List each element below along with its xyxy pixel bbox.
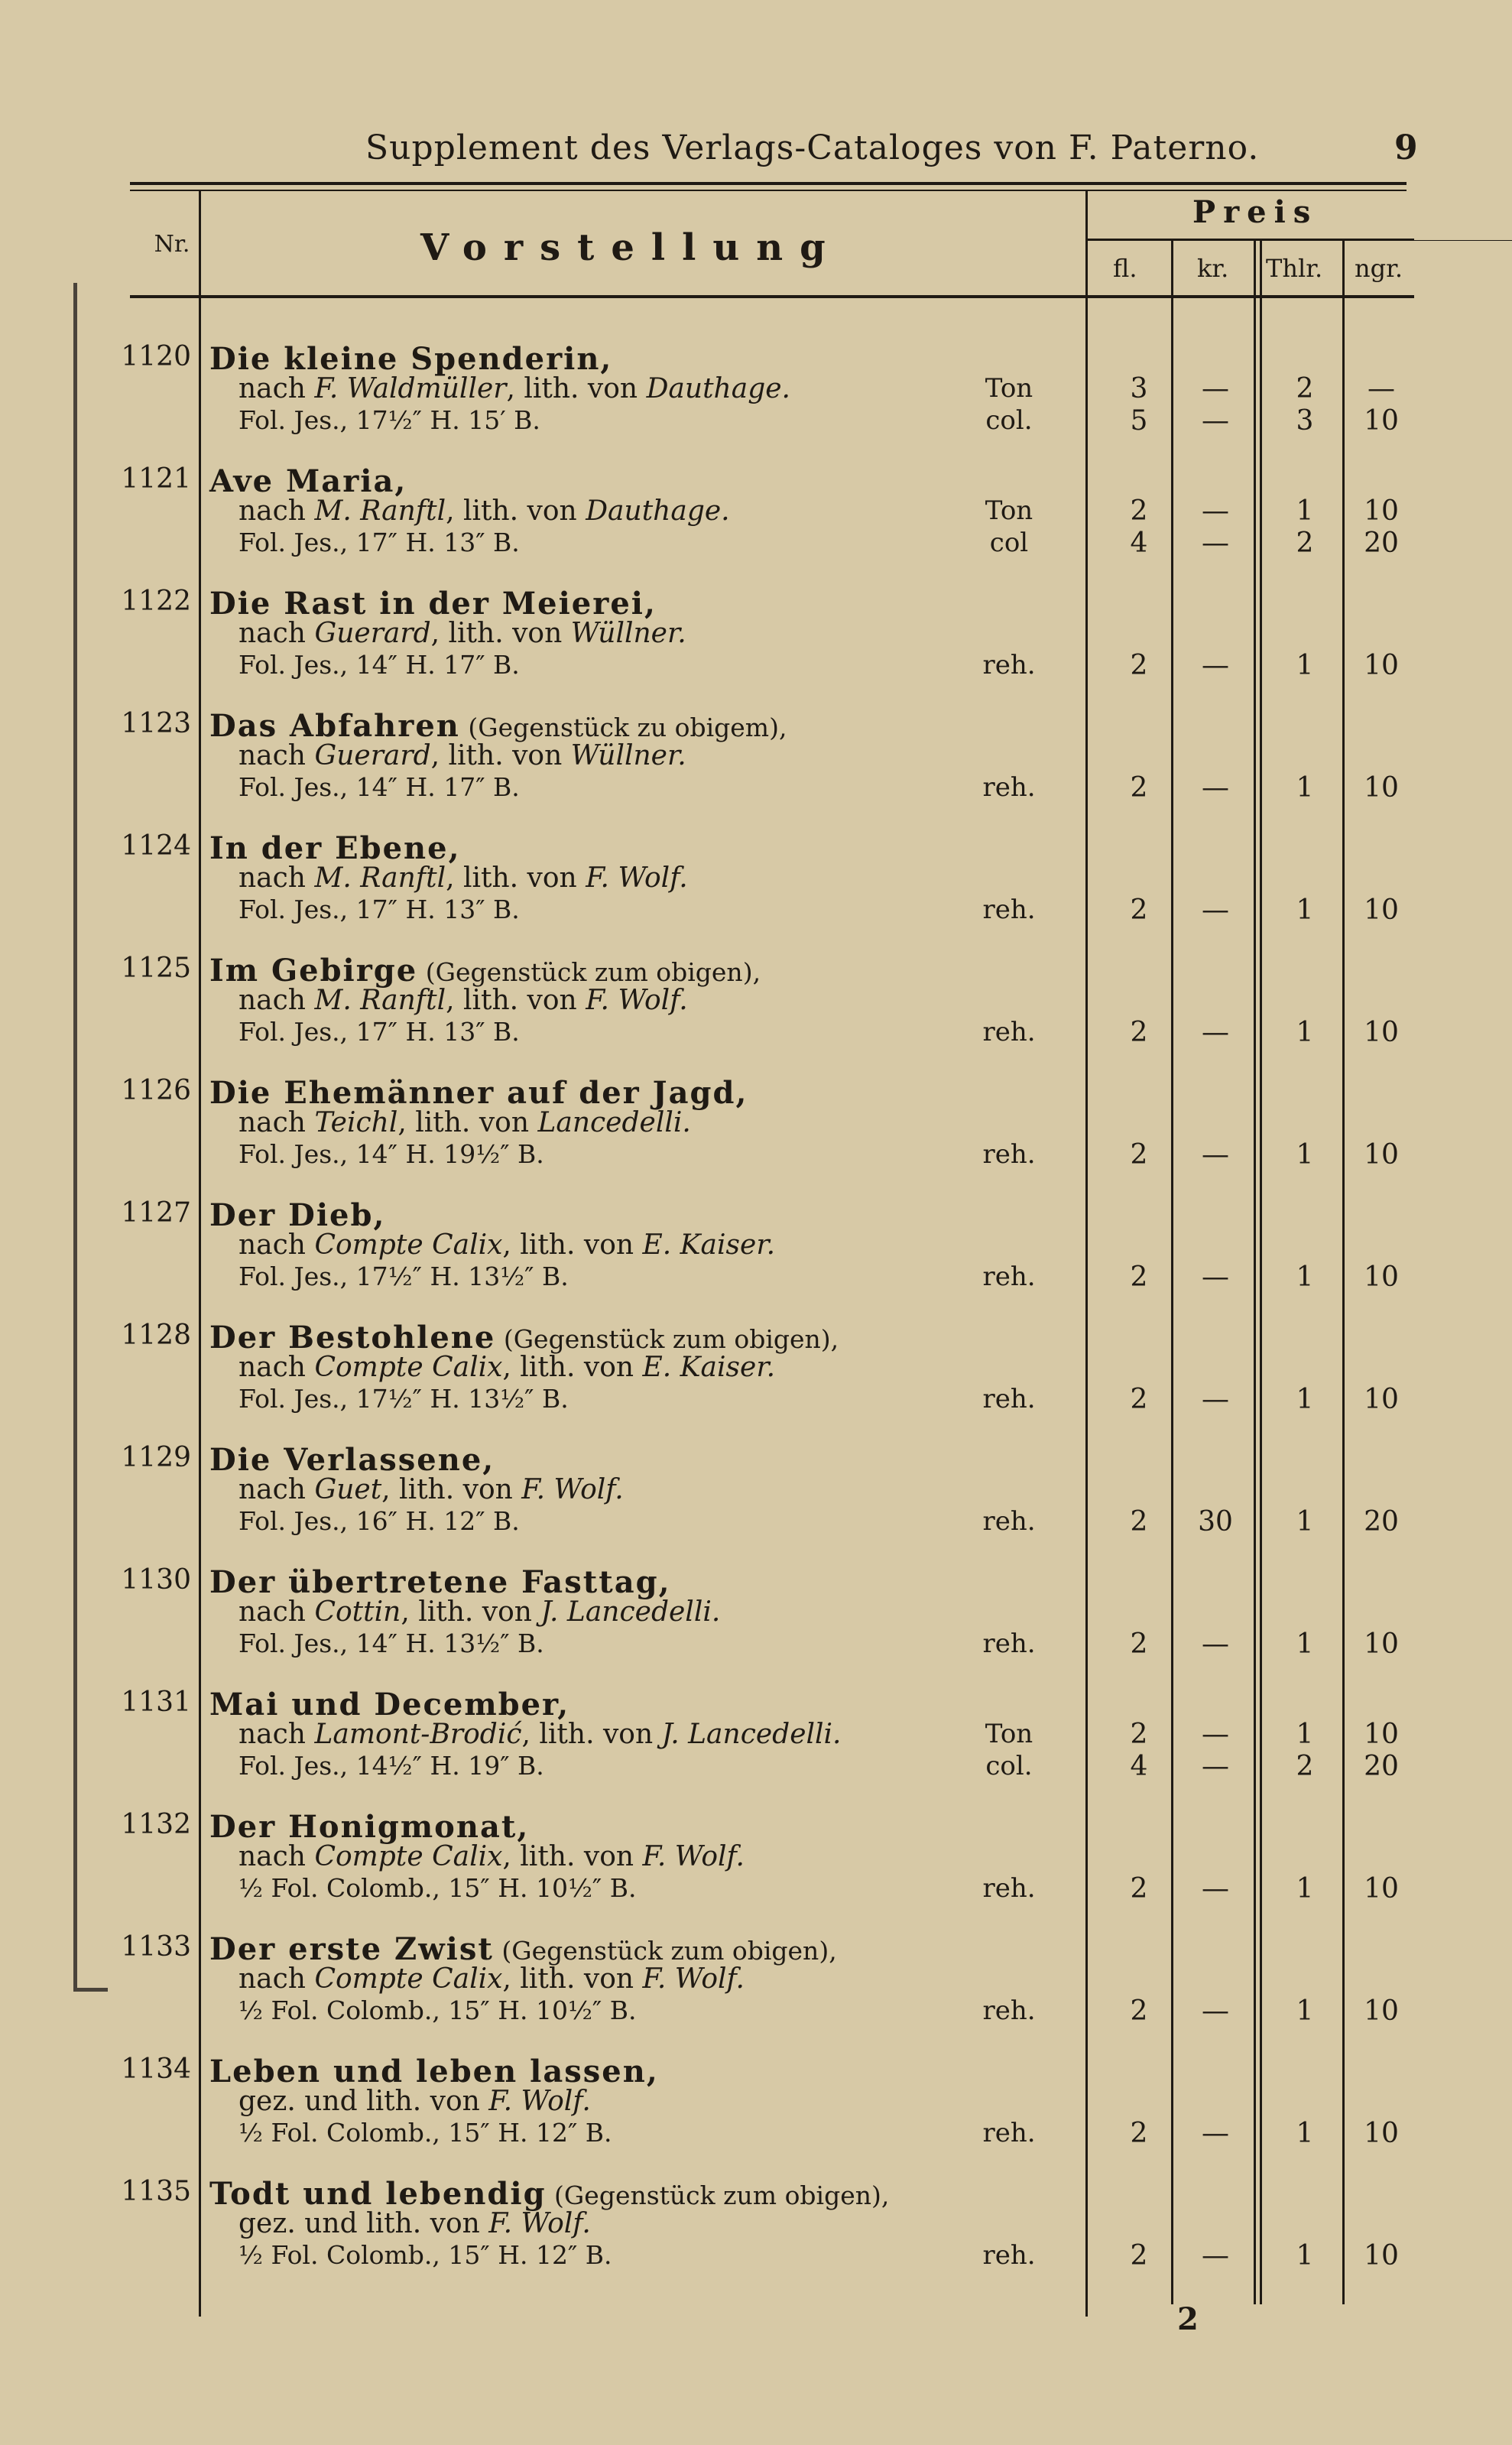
credit-prefix: nach [238,495,315,527]
entry-title-line [209,708,787,744]
credit-prefix: nach [238,740,315,771]
column-header-kr: kr. [1197,254,1229,283]
catalogue-entry [0,586,1512,708]
entry-credit [238,1229,775,1261]
credit-prefix: nach [238,1841,315,1872]
price-ngr: 10 [1364,1139,1399,1171]
price-kr: — [1202,1139,1229,1171]
price-ngr: 10 [1364,1995,1399,2027]
entry-note: (Gegenstück zum obigen), [417,957,761,987]
entry-format: Fol. Jes., 17½″ H. 13½″ B. [238,1384,569,1414]
artist-name: Guerard [314,618,431,649]
entry-format: Fol. Jes., 16″ H. 12″ B. [238,1506,520,1536]
column-header-nr: Nr. [154,231,190,258]
price-ngr: 10 [1364,1384,1399,1415]
price-fl: 2 [1130,1506,1148,1537]
price-fl: 2 [1130,1628,1148,1660]
price-fl: 2 [1130,1384,1148,1415]
price-ngr: 10 [1364,2118,1399,2149]
lithographer-name: F. Wolf. [642,1841,745,1872]
credit-mid: , lith. von [446,862,586,894]
price-ngr: 10 [1364,405,1399,437]
price-thlr: 1 [1296,1139,1314,1171]
price-ngr: 20 [1364,1506,1399,1537]
lithographer-name: F. Wolf. [488,2208,591,2239]
entry-title-line [209,1320,839,1356]
entry-technique: reh. [982,1261,1036,1292]
entry-format: ½ Fol. Colomb., 15″ H. 10½″ B. [238,1873,637,1903]
lithographer-name: E. Kaiser. [642,1229,776,1261]
lithographer-name: F. Wolf. [521,1474,624,1505]
price-ngr: 10 [1364,1719,1399,1750]
catalogue-entry [0,953,1512,1075]
price-ngr: 10 [1364,1017,1399,1048]
entry-title: Der Dieb, [209,1197,386,1233]
entry-title-line [209,830,461,866]
credit-mid: , lith. von [502,1229,643,1261]
price-thlr: 1 [1296,2240,1314,2271]
price-fl: 2 [1130,2240,1148,2271]
entry-number: 1134 [121,2054,191,2085]
entry-title: Die Ehemänner auf der Jagd, [209,1075,748,1111]
price-kr: — [1202,1873,1229,1904]
credit-mid: , lith. von [381,1474,522,1505]
entry-title: Ave Maria, [209,463,407,499]
price-kr: — [1202,405,1229,437]
entry-title: Der erste Zwist [209,1931,494,1967]
entry-title: Die kleine Spenderin, [209,341,613,377]
entry-title: Todt und lebendig [209,2176,547,2212]
credit-mid: , lith. von [506,373,647,404]
page-number: 9 [1394,128,1418,167]
entry-number: 1131 [121,1687,191,1718]
entry-format: Fol. Jes., 14″ H. 19½″ B. [238,1139,544,1169]
price-thlr: 1 [1296,650,1314,681]
credit-mid: , lith. von [502,1352,643,1383]
price-kr: — [1202,1995,1229,2027]
entry-technique: reh. [982,895,1036,925]
credit-prefix: nach [238,1963,315,1995]
catalogue-entry [0,2054,1512,2176]
lithographer-name: Wüllner. [570,740,686,771]
artist-name: F. Waldmüller [314,373,507,404]
entry-format: ½ Fol. Colomb., 15″ H. 12″ B. [238,2240,612,2270]
entry-format: Fol. Jes., 14″ H. 17″ B. [238,772,520,802]
price-ngr: 10 [1364,495,1399,527]
catalogue-entry [0,1809,1512,1931]
entry-credit [238,1841,745,1872]
entry-technique: Ton [985,373,1033,404]
lithographer-name: J. Lancedelli. [661,1719,842,1750]
entry-number: 1128 [121,1320,191,1351]
lithographer-name: F. Wolf. [642,1963,745,1995]
price-thlr: 1 [1296,1017,1314,1048]
entry-title: Der Bestohlene [209,1320,496,1356]
entry-title: Das Abfahren [209,708,460,744]
credit-mid: , lith. von [430,618,571,649]
credit-prefix: nach [238,1719,315,1750]
catalogue-entry [0,1564,1512,1687]
entry-technique: reh. [982,1995,1036,2026]
price-kr: — [1202,1628,1229,1660]
entry-credit [238,740,686,771]
price-ngr: 10 [1364,2240,1399,2271]
entry-title: Im Gebirge [209,953,418,989]
entry-number: 1132 [121,1809,191,1840]
price-thlr: 2 [1296,528,1314,559]
artist-name: M. Ranftl [314,862,446,894]
artist-name: Teichl [314,1107,398,1138]
entry-title: In der Ebene, [209,830,461,866]
price-fl: 4 [1130,1751,1148,1782]
catalogue-entry [0,341,1512,463]
entry-technique: reh. [982,1506,1036,1537]
column-header-fl: fl. [1113,254,1137,283]
price-fl: 2 [1130,2118,1148,2149]
catalogue-entry [0,830,1512,953]
catalogue-entry [0,1442,1512,1564]
entry-number: 1122 [121,586,191,617]
entry-credit [238,1107,691,1138]
lithographer-name: Wüllner. [570,618,686,649]
entry-credit [238,1474,624,1505]
price-fl: 2 [1130,1261,1148,1293]
entry-credit [238,985,688,1016]
price-kr: — [1202,772,1229,804]
top-rule [130,182,1407,185]
entry-format: Fol. Jes., 14″ H. 17″ B. [238,650,520,680]
entry-title-line [209,463,407,499]
price-ngr: 10 [1364,1873,1399,1904]
column-header-vorstellung: Vorstellung [420,226,842,269]
entry-technique: col [989,528,1029,558]
price-thlr: 2 [1296,1751,1314,1782]
catalogue-entry [0,1320,1512,1442]
catalogue-entry [0,463,1512,586]
entry-format: Fol. Jes., 17″ H. 13″ B. [238,528,520,557]
price-ngr: 10 [1364,772,1399,804]
credit-prefix: nach [238,373,315,404]
lithographer-name: J. Lancedelli. [540,1596,721,1628]
price-thlr: 1 [1296,495,1314,527]
entry-title-line [209,1075,748,1111]
entry-title-line [209,586,657,622]
artist-name: Lamont-Brodić [314,1719,522,1750]
credit-mid: , lith. von [446,985,586,1016]
entry-number: 1127 [121,1197,191,1229]
price-fl: 3 [1130,373,1148,404]
price-kr: — [1202,1719,1229,1750]
lithographer-name: F. Wolf. [586,862,688,894]
catalogue-entry [0,1197,1512,1320]
entry-title-line [209,2176,889,2212]
catalogue-entry [0,1075,1512,1197]
top-rule-thin [130,190,1407,191]
entry-credit [238,1596,720,1628]
price-thlr: 1 [1296,1873,1314,1904]
price-kr: — [1202,528,1229,559]
entry-number: 1126 [121,1075,191,1106]
lithographer-name: F. Wolf. [488,2086,591,2117]
price-fl: 2 [1130,1719,1148,1750]
price-thlr: 1 [1296,1506,1314,1537]
price-ngr: 10 [1364,1261,1399,1293]
price-fl: 4 [1130,528,1148,559]
credit-mid: , lith. von [502,1963,643,1995]
catalogue-entry [0,708,1512,830]
entry-number: 1130 [121,1564,191,1596]
credit-prefix: nach [238,1107,315,1138]
entry-number: 1125 [121,953,191,984]
credit-prefix: nach [238,1229,315,1261]
lithographer-name: Dauthage. [646,373,790,404]
entry-format: ½ Fol. Colomb., 15″ H. 10½″ B. [238,1995,637,2025]
price-fl: 2 [1130,895,1148,926]
lithographer-name: F. Wolf. [586,985,688,1016]
entry-credit [238,1352,775,1383]
entry-technique: reh. [982,1873,1036,1904]
entry-title: Der Honigmonat, [209,1809,530,1845]
credit-prefix: nach [238,862,315,894]
entry-number: 1124 [121,830,191,862]
price-fl: 2 [1130,495,1148,527]
lithographer-name: Dauthage. [586,495,730,527]
price-fl: 2 [1130,1995,1148,2027]
entry-credit [238,1719,842,1750]
entry-format: ½ Fol. Colomb., 15″ H. 12″ B. [238,2118,612,2148]
entry-credit [238,2208,591,2239]
entry-technique: reh. [982,650,1036,680]
price-kr: — [1202,495,1229,527]
entry-technique: reh. [982,2118,1036,2148]
entry-format: Fol. Jes., 14½″ H. 19″ B. [238,1751,544,1781]
price-thlr: 1 [1296,1261,1314,1293]
credit-prefix: gez. und lith. von [238,2086,489,2117]
entry-credit [238,618,686,649]
entry-title-line [209,1442,495,1478]
price-thlr: 1 [1296,772,1314,804]
price-thlr: 1 [1296,1384,1314,1415]
price-thlr: 1 [1296,2118,1314,2149]
credit-mid: , lith. von [446,495,586,527]
column-header-preis: Preis [1192,194,1319,230]
price-ngr: 10 [1364,650,1399,681]
price-kr: 30 [1198,1506,1233,1537]
price-fl: 2 [1130,1139,1148,1171]
price-kr: — [1202,373,1229,404]
price-thlr: 2 [1296,373,1314,404]
entry-title: Die Verlassene, [209,1442,495,1478]
credit-mid: , lith. von [521,1719,662,1750]
credit-mid: , lith. von [397,1107,538,1138]
entry-note: (Gegenstück zum obigen), [495,1324,839,1354]
entry-number: 1123 [121,708,191,739]
artist-name: Compte Calix [314,1841,503,1872]
entry-title-line [209,2054,659,2089]
entry-title-line [209,1564,671,1600]
entry-format: Fol. Jes., 14″ H. 13½″ B. [238,1628,544,1658]
entry-technique: reh. [982,772,1036,803]
entry-technique: col. [985,1751,1033,1781]
signature-mark: 2 [1177,2301,1199,2337]
artist-name: Guet [314,1474,382,1505]
entry-title-line [209,1687,569,1723]
price-thlr: 1 [1296,1628,1314,1660]
catalogue-entry [0,1687,1512,1809]
entry-number: 1121 [121,463,191,495]
entry-format: Fol. Jes., 17½″ H. 13½″ B. [238,1261,569,1291]
price-kr: — [1202,1261,1229,1293]
entry-number: 1135 [121,2176,191,2207]
entry-title-line [209,1809,529,1845]
price-fl: 2 [1130,1873,1148,1904]
entry-technique: reh. [982,2240,1036,2271]
price-ngr: 20 [1364,1751,1399,1782]
credit-mid: , lith. von [430,740,571,771]
credit-prefix: nach [238,1474,315,1505]
page-title: Supplement des Verlags-Cataloges von F. Paterno. [365,128,1260,167]
price-kr: — [1202,895,1229,926]
credit-mid: , lith. von [502,1841,643,1872]
entry-title: Leben und leben lassen, [209,2054,659,2089]
entry-number: 1133 [121,1931,191,1963]
entry-credit [238,2086,591,2117]
price-kr: — [1202,2118,1229,2149]
entry-technique: Ton [985,1719,1033,1749]
catalogue-entry [0,1931,1512,2054]
credit-prefix: gez. und lith. von [238,2208,489,2239]
price-fl: 2 [1130,1017,1148,1048]
column-header-ngr: ngr. [1355,254,1403,283]
entry-technique: reh. [982,1628,1036,1659]
entry-credit [238,373,790,404]
entry-note: (Gegenstück zum obigen), [546,2180,890,2210]
entry-note: (Gegenstück zu obigem), [459,713,787,742]
artist-name: M. Ranftl [314,495,446,527]
price-kr: — [1202,1017,1229,1048]
lithographer-name: E. Kaiser. [642,1352,776,1383]
credit-prefix: nach [238,1596,315,1628]
price-fl: 5 [1130,405,1148,437]
price-fl: 2 [1130,650,1148,681]
column-header-thlr: Thlr. [1266,254,1323,283]
entry-title-line [209,341,612,377]
entry-technique: Ton [985,495,1033,526]
entry-credit [238,862,688,894]
artist-name: Compte Calix [314,1963,503,1995]
entry-technique: reh. [982,1017,1036,1047]
entry-format: Fol. Jes., 17½″ H. 15′ B. [238,405,540,435]
price-thlr: 1 [1296,1995,1314,2027]
price-kr: — [1202,650,1229,681]
price-kr: — [1202,1384,1229,1415]
entry-number: 1120 [121,341,191,372]
credit-prefix: nach [238,1352,315,1383]
credit-prefix: nach [238,985,315,1016]
entry-technique: col. [985,405,1033,436]
artist-name: Compte Calix [314,1352,503,1383]
preis-subrule [1085,239,1414,240]
artist-name: M. Ranftl [314,985,446,1016]
price-thlr: 1 [1296,895,1314,926]
entry-format: Fol. Jes., 17″ H. 13″ B. [238,895,520,924]
artist-name: Cottin [314,1596,401,1628]
page-header [0,128,1512,174]
price-kr: — [1202,1751,1229,1782]
credit-mid: , lith. von [401,1596,541,1628]
price-ngr: 20 [1364,528,1399,559]
entry-number: 1129 [121,1442,191,1473]
credit-prefix: nach [238,618,315,649]
entry-title: Der übertretene Fasttag, [209,1564,671,1600]
entry-title-line [209,953,761,989]
price-ngr: 10 [1364,1628,1399,1660]
entry-title-line [209,1197,385,1233]
price-fl: 2 [1130,772,1148,804]
entry-title-line [209,1931,837,1967]
price-kr: — [1202,2240,1229,2271]
entry-technique: reh. [982,1139,1036,1170]
catalogue-entry [0,2176,1512,2298]
price-thlr: 1 [1296,1719,1314,1750]
entry-technique: reh. [982,1384,1036,1414]
artist-name: Guerard [314,740,431,771]
entry-title: Mai und December, [209,1687,570,1723]
artist-name: Compte Calix [314,1229,503,1261]
lithographer-name: Lancedelli. [537,1107,691,1138]
price-ngr: — [1368,373,1395,404]
entry-credit [238,1963,745,1995]
price-ngr: 10 [1364,895,1399,926]
header-rule [130,295,1414,298]
entry-format: Fol. Jes., 17″ H. 13″ B. [238,1017,520,1047]
price-thlr: 3 [1296,405,1314,437]
entry-title: Die Rast in der Meierei, [209,586,657,622]
entry-note: (Gegenstück zum obigen), [493,1936,837,1966]
entry-credit [238,495,730,527]
